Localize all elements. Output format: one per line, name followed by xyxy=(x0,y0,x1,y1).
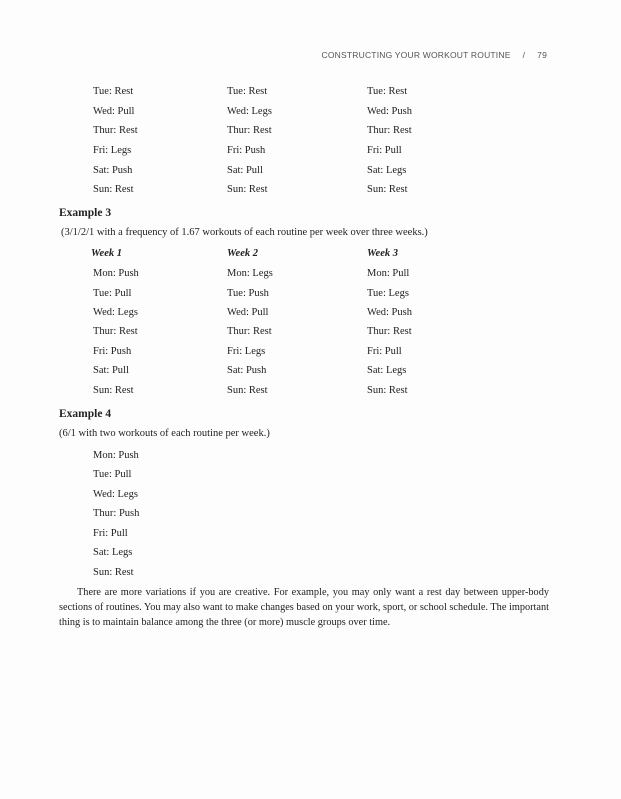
running-head-separator: / xyxy=(522,50,526,60)
schedule-entry: Wed: Push xyxy=(367,307,412,318)
schedule-entry: Wed: Legs xyxy=(227,106,272,117)
schedule-entry: Mon: Push xyxy=(93,268,139,279)
schedule-entry: Fri: Pull xyxy=(93,528,128,539)
schedule-entry: Sun: Rest xyxy=(367,385,408,396)
schedule-entry: Tue: Pull xyxy=(93,469,132,480)
schedule-entry: Sun: Rest xyxy=(93,385,134,396)
example-4-note: (6/1 with two workouts of each routine per week.) xyxy=(59,428,270,439)
schedule-entry: Fri: Push xyxy=(93,346,132,357)
schedule-entry: Fri: Push xyxy=(227,145,266,156)
week-2-heading: Week 2 xyxy=(227,248,259,259)
schedule-entry: Tue: Rest xyxy=(367,86,408,97)
schedule-entry: Mon: Push xyxy=(93,450,139,461)
schedule-entry: Sat: Pull xyxy=(227,165,263,176)
schedule-entry: Fri: Pull xyxy=(367,145,402,156)
schedule-entry: Thur: Rest xyxy=(367,326,412,337)
schedule-entry: Wed: Pull xyxy=(93,106,135,117)
schedule-entry: Wed: Legs xyxy=(93,307,138,318)
schedule-entry: Sat: Push xyxy=(93,165,133,176)
example-3-heading: Example 3 xyxy=(59,207,112,219)
schedule-entry: Thur: Rest xyxy=(367,125,412,136)
week-1-heading: Week 1 xyxy=(91,248,123,259)
schedule-entry: Thur: Rest xyxy=(227,125,272,136)
schedule-entry: Sat: Push xyxy=(227,365,267,376)
page-number: 79 xyxy=(537,50,547,60)
running-head xyxy=(322,50,547,60)
schedule-entry: Tue: Rest xyxy=(93,86,134,97)
schedule-entry: Fri: Legs xyxy=(227,346,266,357)
schedule-entry: Fri: Pull xyxy=(367,346,402,357)
schedule-entry: Thur: Rest xyxy=(227,326,272,337)
schedule-entry: Tue: Legs xyxy=(367,288,409,299)
schedule-entry: Sun: Rest xyxy=(93,567,134,578)
schedule-entry: Sun: Rest xyxy=(93,184,134,195)
schedule-entry: Sat: Legs xyxy=(367,165,407,176)
schedule-entry: Sat: Pull xyxy=(93,365,129,376)
schedule-entry: Mon: Legs xyxy=(227,268,273,279)
running-title: CONSTRUCTING YOUR WORKOUT ROUTINE xyxy=(321,50,511,60)
schedule-entry: Wed: Pull xyxy=(227,307,269,318)
schedule-entry: Sat: Legs xyxy=(367,365,407,376)
schedule-entry: Sat: Legs xyxy=(93,547,133,558)
schedule-entry: Tue: Rest xyxy=(227,86,268,97)
schedule-entry: Thur: Rest xyxy=(93,125,138,136)
schedule-entry: Sun: Rest xyxy=(367,184,408,195)
schedule-entry: Sun: Rest xyxy=(227,385,268,396)
week-3-heading: Week 3 xyxy=(367,248,399,259)
schedule-entry: Thur: Rest xyxy=(93,326,138,337)
schedule-entry: Mon: Pull xyxy=(367,268,410,279)
schedule-entry: Fri: Legs xyxy=(93,145,132,156)
schedule-entry: Sun: Rest xyxy=(227,184,268,195)
example-3-note: (3/1/2/1 with a frequency of 1.67 workouts of each routine per week over three weeks.) xyxy=(61,227,428,238)
schedule-entry: Thur: Push xyxy=(93,508,140,519)
example-4-heading: Example 4 xyxy=(59,408,112,420)
body-paragraph: There are more variations if you are creative. For example, you may only want a rest day between upper-body sections of routines. You may also want to make changes based on your work, sport, or school schedule. The important thing is to maintain balance among the three (or more) muscle groups over time. xyxy=(59,587,549,629)
schedule-entry: Tue: Push xyxy=(227,288,269,299)
schedule-entry: Tue: Pull xyxy=(93,288,132,299)
schedule-entry: Wed: Push xyxy=(367,106,412,117)
schedule-entry: Wed: Legs xyxy=(93,489,138,500)
